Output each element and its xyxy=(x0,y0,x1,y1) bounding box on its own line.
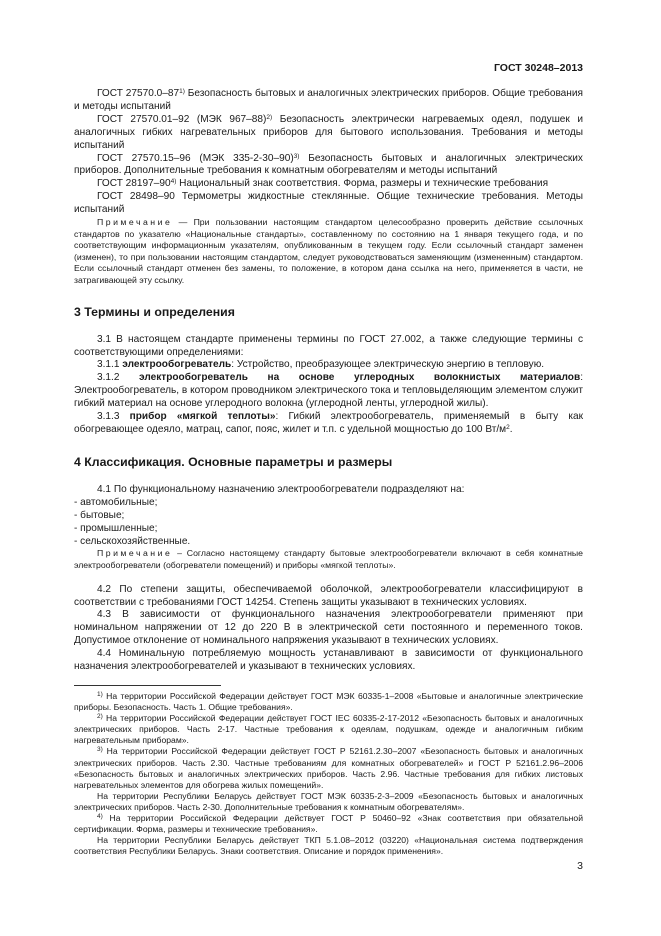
reference-item: ГОСТ 28197–90$^{4)}$ Национальный знак соответствия. Форма, размеры и технические требования xyxy=(97,178,549,190)
clause-3-1: 3.1 В настоящем стандарте применены термины по ГОСТ 27.002, а также следующие термины с соответствующими определениями: xyxy=(74,333,583,358)
main-content xyxy=(74,88,583,674)
clause-4-3: 4.3 В зависимости от функционального назначения электрообогреватели применяют при номинальном напряжении от 12 до 220 В в электрической сети постоянного и переменного токов. Допустимое отклонение от номинального напряжения указывают в технических условиях. xyxy=(74,609,583,647)
references-note: Примечание — При пользовании настоящим стандартом целесообразно проверить действие ссылочных стандартов по указателю «Национальные стандарты», составленному по состоянию на 1 января текущего года, и по соответствующим информационным указателям, опубликованным в текущем году. Если ссылочный стандарт заменен (изменен), то при пользовании настоящим стандартом, следует руководствоваться заменяющим (измененным) стандартом. Если ссылочный стандарт отменен без замены, то положение, в котором дана ссылка на него, применяется в части, не затрагивающей эту ссылку. xyxy=(74,217,583,286)
list-item: - бытовые; xyxy=(74,509,125,521)
reference-item: ГОСТ 28498–90 Термометры жидкостные стеклянные. Общие технические требования. Методы испытаний xyxy=(74,191,583,216)
footnotes xyxy=(74,691,583,857)
reference-item: ГОСТ 27570.0–87$^{1)}$ Безопасность бытовых и аналогичных электрических приборов. Общие требования и методы испытаний xyxy=(74,88,583,112)
footnote: $^{3)}$ На территории Российской Федерации действует ГОСТ Р 52161.2.30–2007 «Безопасность бытовых и аналогичных электрических приборов. Часть 2.30. Частные требованиям для комнатных обогревателей» и ГОСТ Р 52161.2.96–2006 «Безопасность бытовых и аналогичных электрических приборов. Часть 2.96. Частные требования для гибких листовых нагревательных элементов для обогрева жилых помещений». xyxy=(74,746,583,790)
list-item: - сельскохозяйственные. xyxy=(74,535,191,547)
footnote-divider xyxy=(74,685,221,686)
reference-item: ГОСТ 27570.01–92 (МЭК 967–88)$^{2)}$ Безопасность электрически нагреваемых одеял, подушек и аналогичных гибких нагревательных приборов для бытового использования. Требования и методы испытаний xyxy=(74,113,584,151)
list-item: - промышленные; xyxy=(74,522,158,534)
document-code: ГОСТ 30248–2013 xyxy=(493,62,583,74)
footnote: На территории Республики Беларусь действует ТКП 5.1.08–2012 (03220) «Национальная система подтверждения соответствия Республики Беларусь. Знаки соответствия. Описание и порядок применения». xyxy=(74,835,583,857)
clause-4-2: 4.2 По степени защиты, обеспечиваемой оболочкой, электрообогреватели классифицируют в соответствии с требованиями ГОСТ 14254. Степень защиты указывают в технических условиях. xyxy=(74,583,583,608)
reference-item: ГОСТ 27570.15–96 (МЭК 335-2-30–90)$^{3)}$ Безопасность бытовых и аналогичных электрических приборов. Дополнительные требования к комнатным обогревателям и методы испытаний xyxy=(74,152,583,177)
footnote: На территории Республики Беларусь действует ГОСТ МЭК 60335-2-3–2009 «Безопасность бытовых и аналогичных электрических приборов. Часть 2-30. Дополнительные требования к комнатным обогревателям». xyxy=(74,790,583,812)
page-number: 3 xyxy=(577,860,583,872)
footnote: $^{4)}$ На территории Российской Федерации действует ГОСТ Р 50460–92 «Знак соответствия при обязательной сертификации. Форма, размеры и технические требования». xyxy=(74,813,583,835)
term-3-1-1: 3.1.1 электрообогреватель: Устройство, преобразующее электрическую энергию в тепловую. xyxy=(97,359,545,371)
footnote: $^{1)}$ На территории Российской Федерации действует ГОСТ МЭК 60335-1–2008 «Бытовые и аналогичные электрические приборы. Безопасность. Часть 1. Общие требования». xyxy=(74,691,583,713)
section-4-title: 4 Классификация. Основные параметры и размеры xyxy=(74,454,393,469)
clause-4-4: 4.4 Номинальную потребляемую мощность устанавливают в зависимости от функционального назначения электрообогревателей и указывают в технических условиях. xyxy=(74,648,583,673)
section-3-title: 3 Термины и определения xyxy=(74,304,235,319)
list-item: - автомобильные; xyxy=(74,496,158,508)
term-3-1-3: 3.1.3 прибор «мягкой теплоты»: Гибкий электрообогреватель, применяемый в быту как обогревающее одеяло, матрац, сапог, пояс, жилет и т.п. с удельной мощностью до 100 $Вт/м^2$. xyxy=(74,411,583,435)
clause-4-1: 4.1 По функциональному назначению электрообогреватели подразделяют на: xyxy=(97,483,465,495)
term-3-1-2: 3.1.2 электрообогреватель на основе углеродных волокнистых материалов: Электрообогреватель, в котором проводником электрического тока и тепловыделяющим элементом служит гибкий материал на основе углеродного волокна (углеродной ленты, углеродной жилы). xyxy=(74,372,583,410)
classification-note: Примечание – Согласно настоящему стандарту бытовые электрообогреватели включают в себя комнатные электрообогреватели (обогреватели помещений) и приборы «мягкой теплоты». xyxy=(74,548,583,570)
footnote: $^{2)}$ На территории Российской Федерации действует ГОСТ IEC 60335-2-17-2012 «Безопасность бытовых и аналогичных электрических приборов. Часть 2-17. Частные требования к одеялам, подушкам, одежде и аналогичным гибким нагревательным приборам». xyxy=(74,713,583,746)
